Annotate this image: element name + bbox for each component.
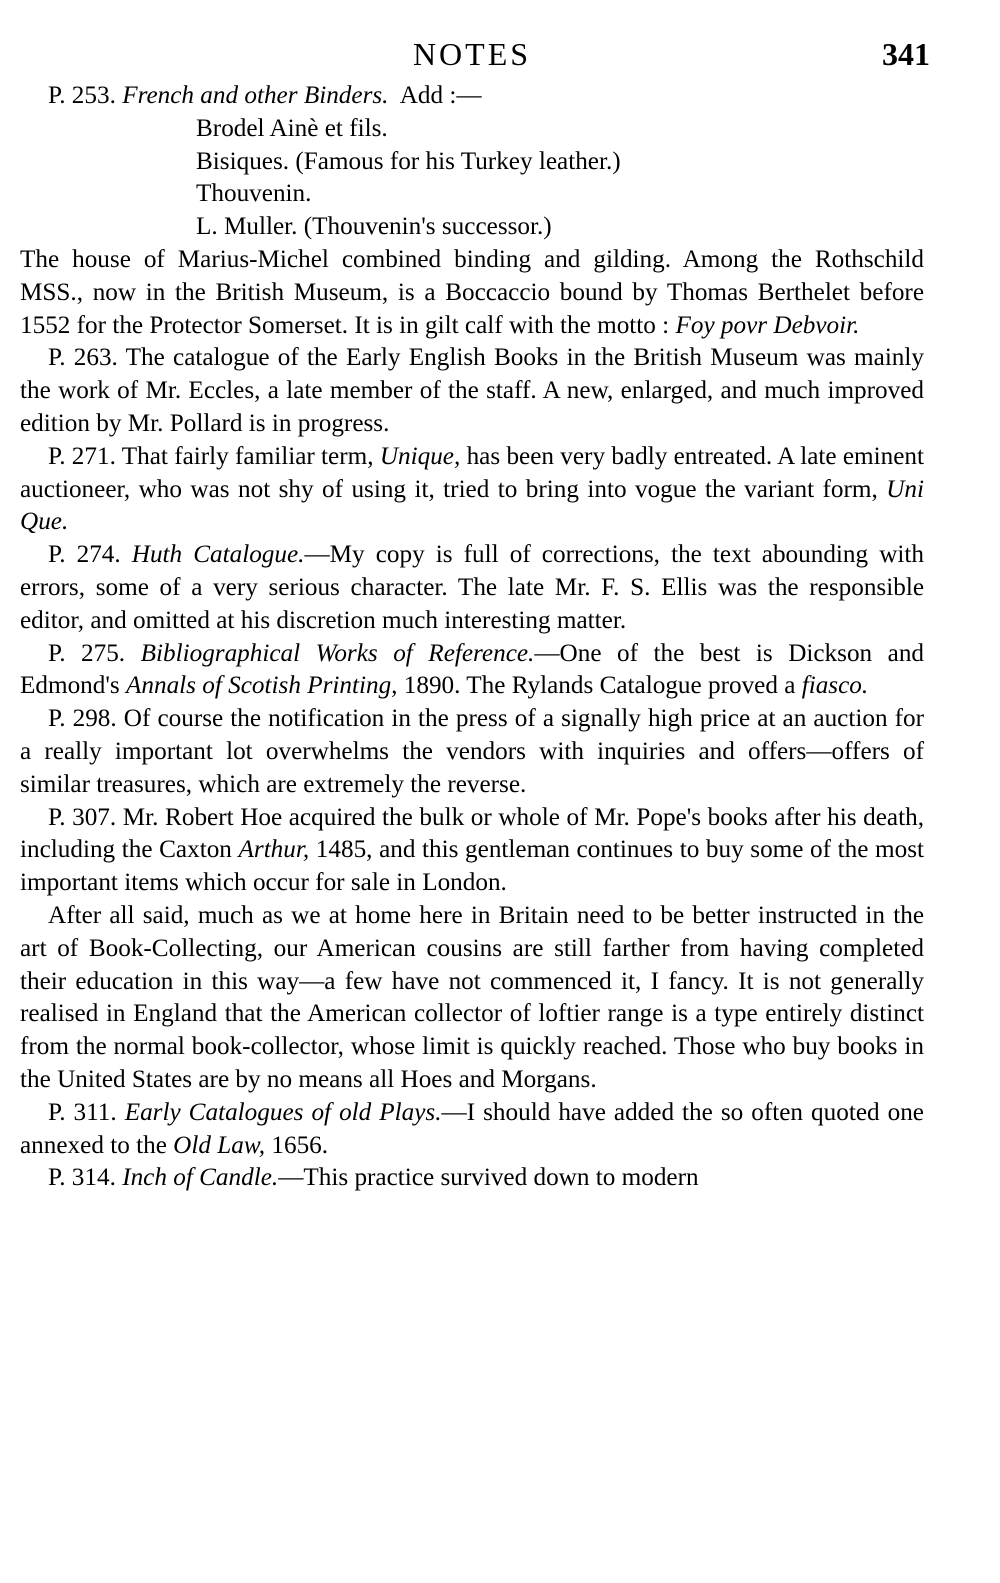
note-p311 (20, 1097, 924, 1163)
note-heading: Early Catalogues of old Plays. (124, 1098, 442, 1126)
list-item: Bisiques. (Famous for his Turkey leather.) (196, 147, 621, 175)
note-p263: P. 263. The catalogue of the Early English Books in the British Museum was mainly the work of Mr. Eccles, a late member of the staff. A new, enlarged, and much improved edition by Mr. Pollard is in progress. (20, 344, 924, 437)
note-heading: French and other Binders. (122, 82, 389, 109)
body-text: has been very badly entreated. A late eminent auctioneer, who was not shy of using it, tried to bring into vogue the variant form, (20, 442, 924, 503)
binders-list (20, 113, 924, 244)
note-after-all: After all said, much as we at home here in Britain need to be better instructed in the art of Book-Collecting, our American cousins are still farther from having completed their education in this way—a few have not commenced it, I fancy. It is not generally realised in England that the American collector of loftier range is a type entirely distinct from the normal book-collector, whose limit is quickly reached. Those who buy books in the United States are by no means all Hoes and Morgans. (20, 901, 924, 1093)
motto: Foy povr Debvoir. (675, 311, 860, 339)
note-lead: P. 311. (48, 1098, 125, 1126)
note-lead: P. 274. (48, 541, 132, 569)
note-p314 (20, 1162, 924, 1195)
list-item: Thouvenin. (196, 180, 312, 208)
note-lead: P. 314. (48, 1164, 123, 1192)
note-lead: P. 275. (48, 639, 141, 667)
page-number: 341 (882, 36, 930, 72)
body-text: —My copy is full of corrections, the text abounding with errors, some of a very serious character. The late Mr. F. S. Ellis was the responsible editor, and omitted at his discretion much interesting matter. (20, 541, 924, 634)
body-text: P. 271. That fairly familiar term, (48, 442, 380, 470)
italic-term: fiasco. (801, 672, 869, 700)
italic-term: Uni Que. (20, 475, 924, 536)
body-text: P. 307. Mr. Robert Hoe acquired the bulk or whole of Mr. Pope's books after his death, including the Caxton (20, 803, 924, 864)
running-title: NOTES (412, 36, 532, 72)
body-text: —One of the best is Dickson and Edmond's (20, 639, 925, 700)
italic-term: Unique, (379, 442, 461, 470)
note-p275 (20, 638, 924, 704)
note-p298: P. 298. Of course the notification in the press of a signally high price at an auction for a really important lot overwhelms the vendors with inquiries and offers—offers of similar treasures, which are extremely the reverse. (20, 705, 924, 798)
note-lead: P. 253. (48, 82, 116, 109)
body-text: 1656. (265, 1131, 329, 1159)
body-text: The house of Marius-Michel combined binding and gilding. Among the Rothschild MSS., now in the British Museum, is a Boccaccio bound by Thomas Berthelet before 1552 for the Protector Somerset. It is in gilt calf with the motto : (20, 245, 924, 339)
running-header (20, 30, 930, 80)
note-add: Add :— (399, 82, 482, 109)
body-text: —I should have added the so often quoted one annexed to the (20, 1098, 924, 1159)
note-p253-body (20, 244, 924, 342)
italic-title: Annals of Scotish Printing, (126, 672, 398, 700)
list-item: Brodel Ainè et fils. (196, 114, 388, 142)
note-heading: Inch of Candle. (122, 1164, 279, 1192)
italic-title: Arthur, (238, 836, 310, 864)
body-text: 1485, and this gentleman continues to buy some of the most important items which occur for sale in London. (20, 836, 924, 897)
body-text: 1890. The Rylands Catalogue proved a (397, 672, 802, 700)
body-text: —This practice survived down to modern (278, 1164, 699, 1192)
note-p274 (20, 539, 924, 637)
note-p253-heading (20, 80, 924, 113)
list-item: L. Muller. (Thouvenin's successor.) (196, 213, 552, 241)
italic-title: Old Law, (173, 1131, 266, 1159)
note-p271 (20, 441, 924, 539)
note-p307 (20, 802, 924, 900)
note-heading: Huth Catalogue. (131, 541, 305, 569)
note-heading: Bibliographical Works of Reference. (140, 639, 535, 667)
